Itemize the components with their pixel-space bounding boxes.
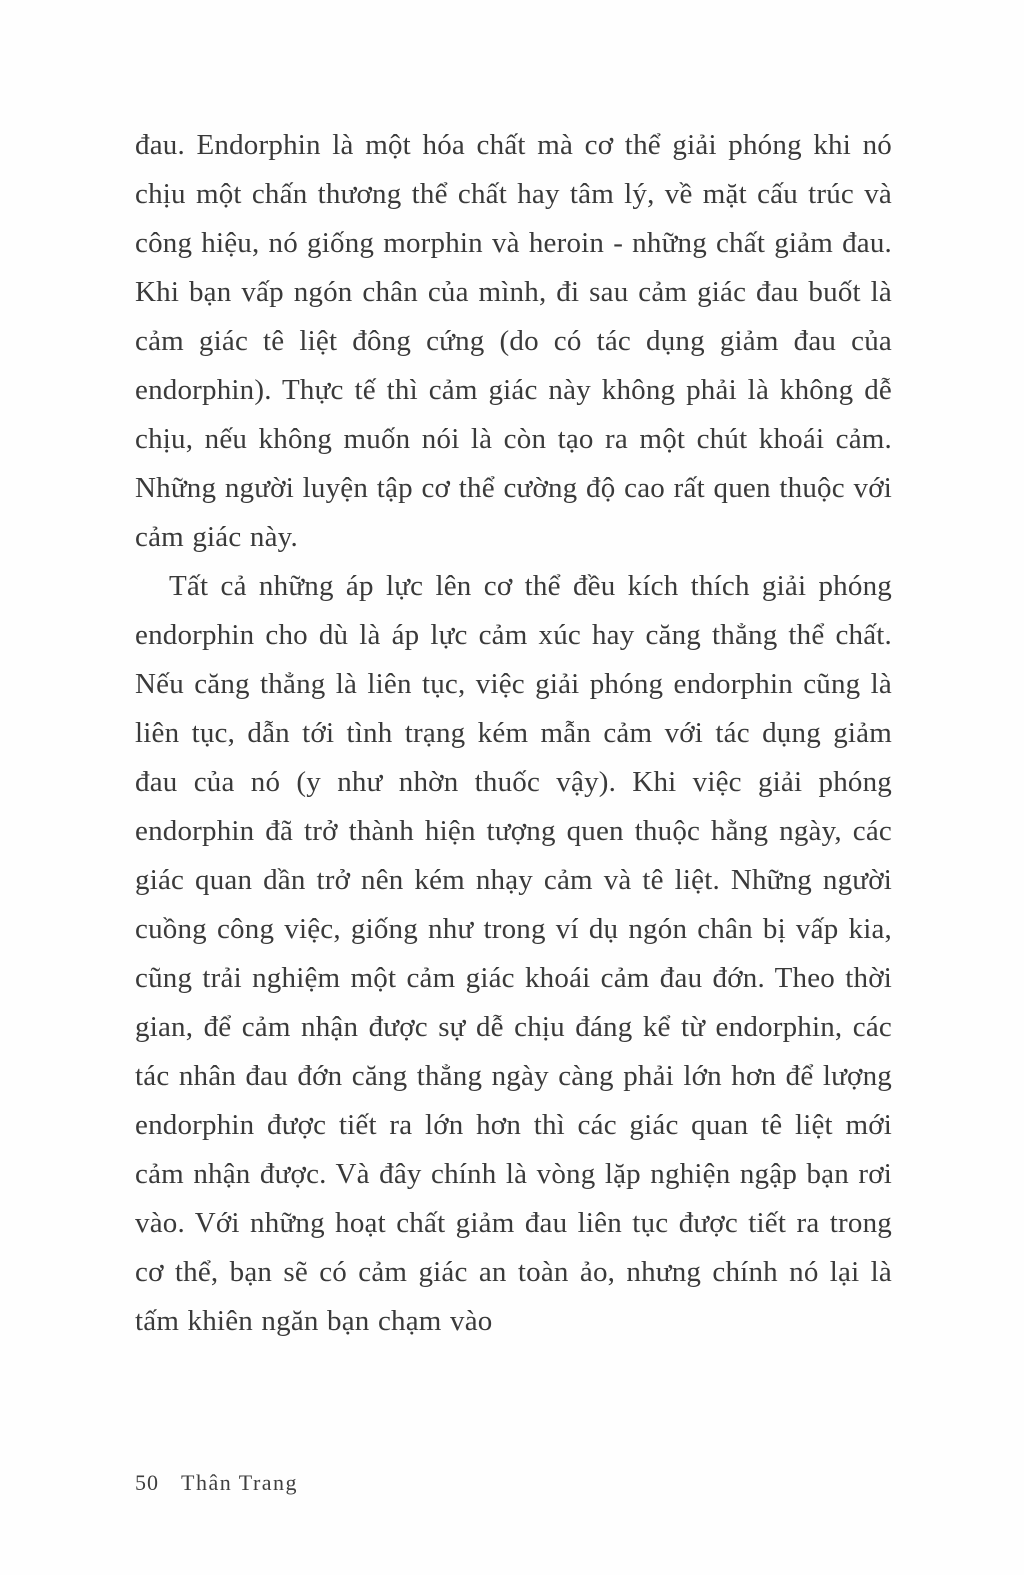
paragraph: đau. Endorphin là một hóa chất mà cơ thể giải phóng khi nó chịu một chấn thương thể chất hay tâm lý, về mặt cấu trúc và công hiệu, nó giống morphin và heroin - những chất giảm đau. Khi bạn vấp ngón chân của mình, đi sau cảm giác đau buốt là cảm giác tê liệt đông cứng (do có tác dụng giảm đau của endorphin). Thực tế thì cảm giác này không phải là không dễ chịu, nếu không muốn nói là còn tạo ra một chút khoái cảm. Những người luyện tập cơ thể cường độ cao rất quen thuộc với cảm giác này. — [135, 129, 892, 553]
page-footer — [135, 1470, 298, 1496]
page-number: 50 — [135, 1470, 159, 1495]
paragraph: Tất cả những áp lực lên cơ thể đều kích thích giải phóng endorphin cho dù là áp lực cảm xúc hay căng thẳng thể chất. Nếu căng thẳng là liên tục, việc giải phóng endorphin cũng là liên tục, dẫn tới tình trạng kém mẫn cảm với tác dụng giảm đau của nó (y như nhờn thuốc vậy). Khi việc giải phóng endorphin đã trở thành hiện tượng quen thuộc hằng ngày, các giác quan dần trở nên kém nhạy cảm và tê liệt. Những người cuồng công việc, giống như trong ví dụ ngón chân bị vấp kia, cũng trải nghiệm một cảm giác khoái cảm đau đớn. Theo thời gian, để cảm nhận được sự dễ chịu đáng kể từ endorphin, các tác nhân đau đớn căng thẳng ngày càng phải lớn hơn để lượng endorphin được tiết ra lớn hơn thì các giác quan tê liệt mới cảm nhận được. Và đây chính là vòng lặp nghiện ngập bạn rơi vào. Với những hoạt chất giảm đau liên tục được tiết ra trong cơ thể, bạn sẽ có cảm giác an toàn ảo, nhưng chính nó lại là tấm khiên ngăn bạn chạm vào — [135, 570, 892, 1337]
running-title: Thân Trang — [181, 1470, 299, 1495]
body-text — [135, 121, 892, 1346]
